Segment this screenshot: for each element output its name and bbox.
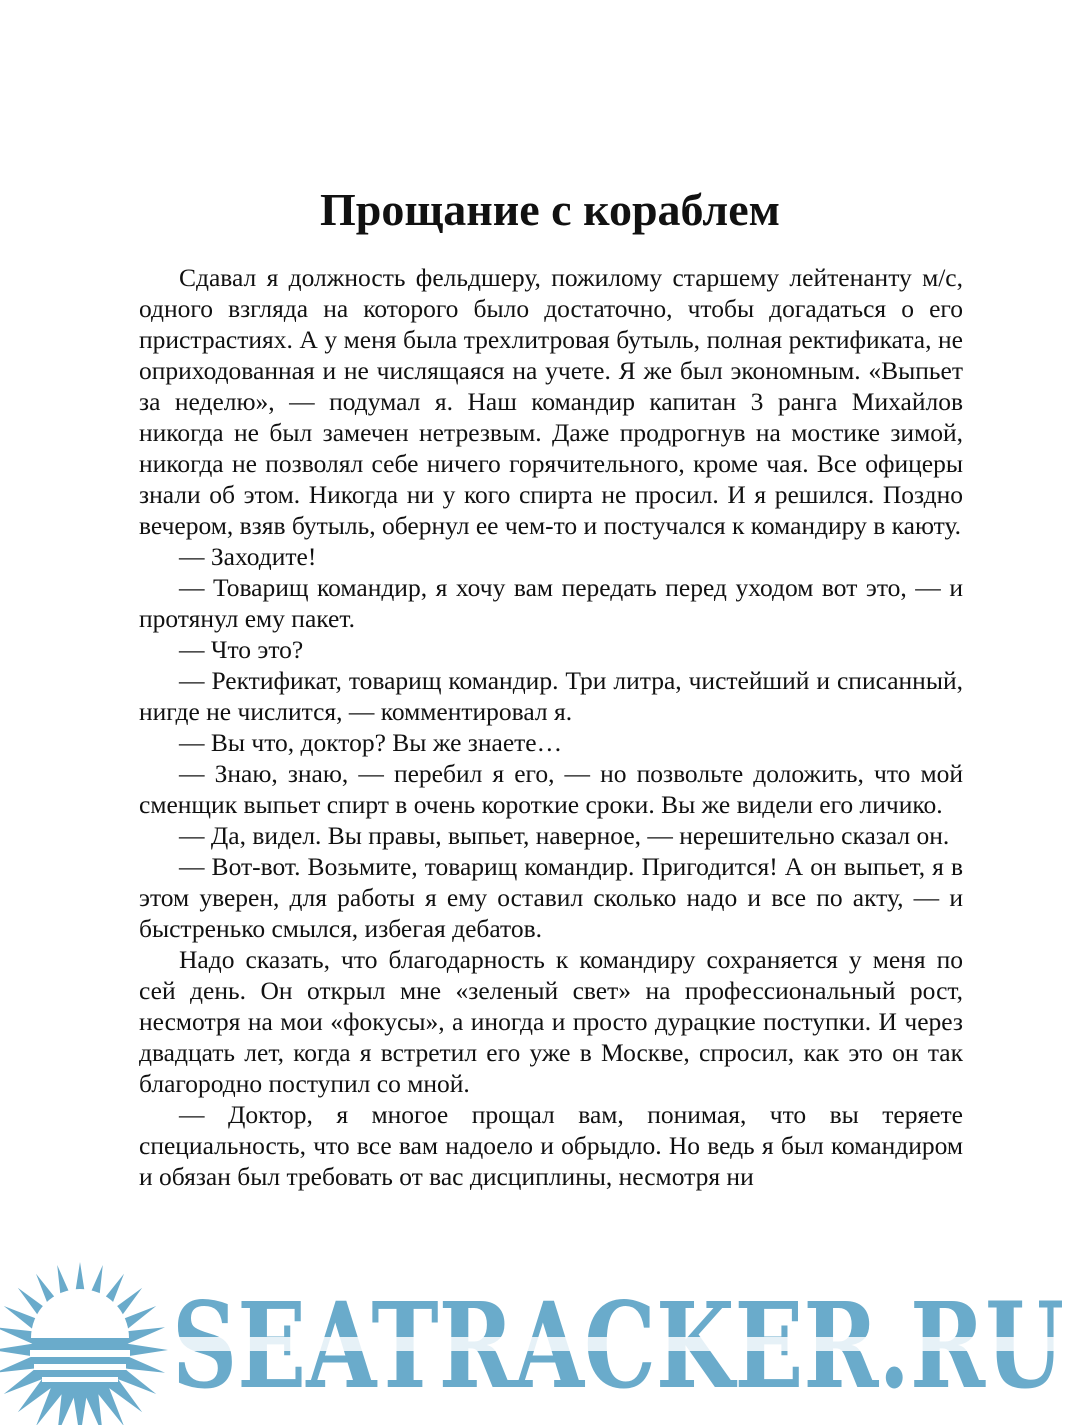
- page-title: Прощание с кораблем: [320, 184, 780, 235]
- paragraph: — Знаю, знаю, — перебил я его, — но позвольте доложить, что мой сменщик выпьет спирт в очень короткие сроки. Вы же видели его личико.: [139, 759, 963, 819]
- paragraph: — Заходите!: [179, 542, 317, 571]
- paragraph: — Товарищ командир, я хочу вам передать перед уходом вот это, — и протянул ему пакет.: [139, 573, 963, 633]
- paragraph: — Вы что, доктор? Вы же знаете…: [179, 728, 563, 757]
- sun-icon: [0, 1262, 168, 1425]
- paragraph: — Да, видел. Вы правы, выпьет, наверное, — нерешительно сказал он.: [179, 821, 950, 850]
- paragraph: — Ректификат, товарищ командир. Три литра, чистейший и списанный, нигде не числится, — комментировал я.: [139, 666, 963, 726]
- paragraph: — Доктор, я многое прощал вам, понимая, что вы теряете специальность, что все вам надоело и обрыдло. Но ведь я был командиром и обязан был требовать от вас дисциплины, несмотря ни: [139, 1100, 963, 1191]
- watermark: [0, 1262, 1080, 1425]
- paragraph: — Что это?: [179, 635, 304, 664]
- watermark-text: SEATRACKER.RU: [172, 1276, 1064, 1415]
- body-text: [139, 262, 963, 1192]
- paragraph: Надо сказать, что благодарность к командиру сохраняется у меня по сей день. Он открыл мне «зеленый свет» на профессиональный рост, несмотря на мои «фокусы», а иногда и просто дурацкие поступки. И через двадцать лет, когда я встретил его уже в Москве, спросил, как это он так благородно поступил со мной.: [139, 945, 963, 1098]
- watermark-graphic: [0, 1262, 1080, 1425]
- paragraph: — Вот-вот. Возьмите, товарищ командир. Пригодится! А он выпьет, я в этом уверен, для работы я ему оставил сколько надо и все по акту, — и быстренько смылся, избегая дебатов.: [139, 852, 963, 943]
- paragraph: Сдавал я должность фельдшеру, пожилому старшему лейтенанту м/с, одного взгляда на которого было достаточно, чтобы догадаться о его пристрастиях. А у меня была трехлитровая бутыль, полная ректификата, не оприходованная и не числящаяся на учете. Я же был экономным. «Выпьет за неделю», — подумал я. Наш командир капитан 3 ранга Михайлов никогда не был замечен нетрезвым. Даже продрогнув на мостике зимой, никогда не позволял себе ничего горячительного, кроме чая. Все офицеры знали об этом. Никогда ни у кого спирта не просил. И я решился. Поздно вечером, взяв бутыль, обернул ее чем-то и постучался к командиру в каюту.: [139, 263, 963, 540]
